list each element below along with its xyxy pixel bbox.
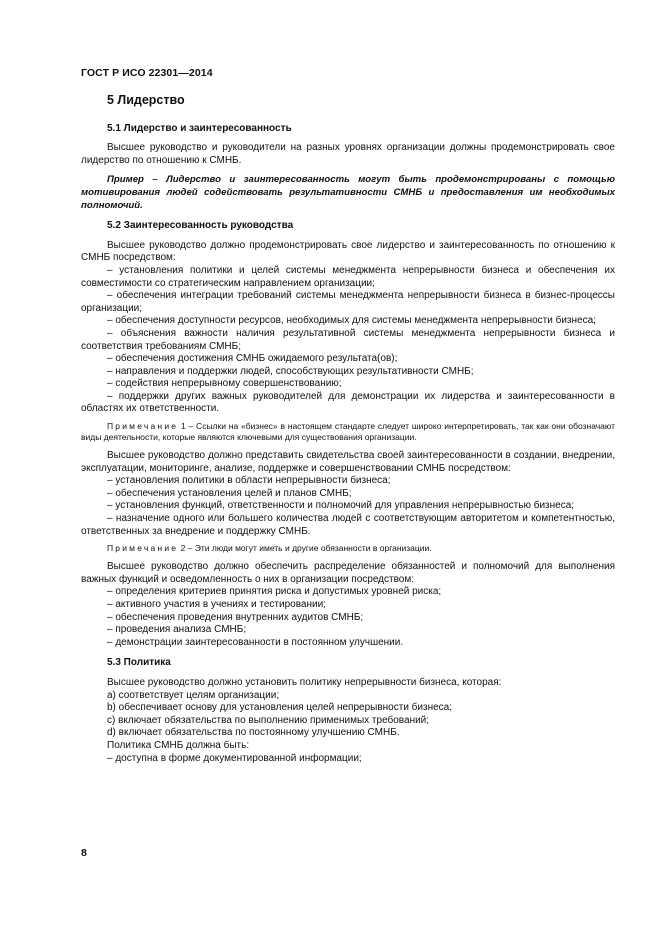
note-label: Примечание xyxy=(107,421,179,432)
list-item: – активного участия в учениях и тестировании; xyxy=(107,599,326,610)
list-item: – обеспечения установления целей и планов СМНБ; xyxy=(107,487,352,499)
example-text: Лидерство и заинтересованность могут быть продемонстрированы с помощью мотивирования людей содействовать результативности СМНБ и предоставления им необходимых полномочий. xyxy=(81,174,616,211)
paragraph: Политика СМНБ должна быть: xyxy=(107,739,250,751)
subsection-title-5-3: 5.3 Политика xyxy=(107,657,171,669)
list-item: – определения критериев принятия риска и допустимых уровней риска; xyxy=(107,586,442,598)
list-item: a) соответствует целям организации; xyxy=(107,689,280,701)
document-header: ГОСТ Р ИСО 22301—2014 xyxy=(81,67,213,79)
subsection-title-5-2: 5.2 Заинтересованность руководства xyxy=(107,220,294,232)
list-item: c) включает обязательства по выполнению применимых требований; xyxy=(107,714,430,726)
list-item: – доступна в форме документированной информации; xyxy=(107,752,362,764)
list-item: – обеспечения доступности ресурсов, необходимых для системы менеджмента непрерывности бизнеса; xyxy=(107,315,596,327)
list-item: – обеспечения достижения СМНБ ожидаемого результата(ов); xyxy=(107,353,398,365)
list-item: – обеспечения интеграции требований системы менеджмента непрерывности бизнеса в бизнес-процессы организации; xyxy=(81,290,615,314)
list-item: b) обеспечивает основу для установления целей непрерывности бизнеса; xyxy=(107,702,452,714)
note-text: 1 – Ссылки на «бизнес» в настоящем стандарте следует широко интерпретировать, так как они обозначают виды деятельности, которые являются ключевыми для существования организации. xyxy=(81,421,615,443)
paragraph: Высшее руководство должно обеспечить распределение обязанностей и полномочий для выполнения важных функций и осведомленность о них в организации посредством: xyxy=(81,561,615,585)
example-label: Пример xyxy=(107,174,144,186)
list-item: – направления и поддержки людей, способствующих результативности СМНБ; xyxy=(107,365,474,377)
section-title: 5 Лидерство xyxy=(107,93,185,107)
subsection-title-5-1: 5.1 Лидерство и заинтересованность xyxy=(107,122,292,134)
paragraph: Высшее руководство и руководители на разных уровнях организации должны продемонстрировать свое лидерство по отношению к СМНБ. xyxy=(81,142,615,166)
note-text: 2 – Эти люди могут иметь и другие обязанности в организации. xyxy=(178,543,432,554)
list-item: – демонстрации заинтересованности в постоянном улучшении. xyxy=(107,636,404,648)
list-item: – проведения анализа СМНБ; xyxy=(107,624,247,636)
list-item: – поддержки других важных руководителей для демонстрации их лидерства и заинтересованности в областях их ответственности. xyxy=(81,390,615,415)
example-paragraph xyxy=(81,174,615,212)
paragraph: Высшее руководство должно установить политику непрерывности бизнеса, которая: xyxy=(107,676,502,688)
list-item: – обеспечения проведения внутренних аудитов СМНБ; xyxy=(107,611,364,623)
list-item: – установления политики в области непрерывности бизнеса; xyxy=(107,475,391,487)
page-number: 8 xyxy=(81,847,87,859)
list-item: – назначение одного или большего количества людей с соответствующим авторитетом и компетентностью, ответственных за внедрение и поддержку СМНБ. xyxy=(81,513,615,537)
note-paragraph xyxy=(81,543,615,554)
page-content xyxy=(81,90,615,765)
note-paragraph xyxy=(81,421,615,443)
list-item: – установления политики и целей системы менеджмента непрерывности бизнеса и обеспечения их совместимости со стратегическим направлением организации; xyxy=(81,264,615,289)
list-item: – объяснения важности наличия результативной системы менеджмента непрерывности бизнеса и соответствия требованиям СМНБ; xyxy=(81,327,615,352)
list-item: – установления функций, ответственности и полномочий для управления непрерывностью бизнеса; xyxy=(107,500,575,512)
paragraph: Высшее руководство должно продемонстрировать свое лидерство и заинтересованность по отношению к СМНБ посредством: xyxy=(81,239,615,264)
example-dash: – xyxy=(152,174,158,186)
note-label: Примечание xyxy=(107,543,179,554)
list-item: – содействия непрерывному совершенствованию; xyxy=(107,378,342,390)
paragraph: Высшее руководство должно представить свидетельства своей заинтересованности в создании, внедрении, эксплуатации, мониторинге, анализе, поддержке и совершенствовании СМНБ посредством: xyxy=(81,450,615,474)
list-item: d) включает обязательства по постоянному улучшению СМНБ. xyxy=(107,727,400,739)
